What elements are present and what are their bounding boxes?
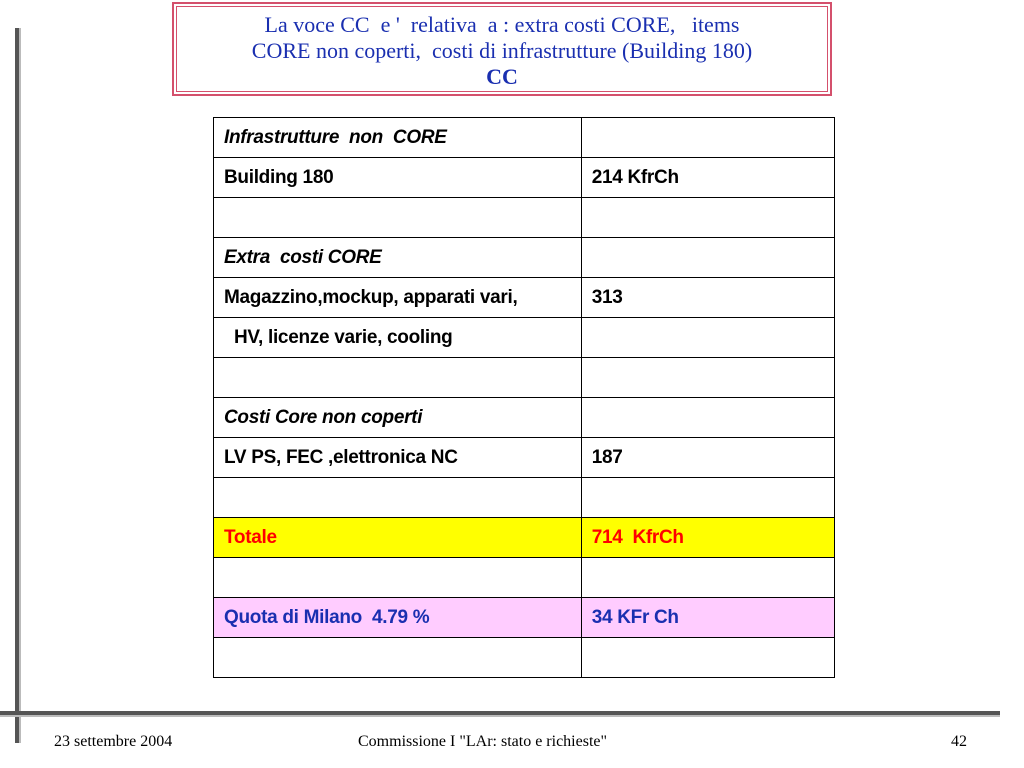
row-label: Extra costi CORE (214, 238, 582, 278)
row-value (581, 358, 834, 398)
row-label: Building 180 (214, 158, 582, 198)
table-row (214, 278, 835, 318)
totale-value: 714 KfrCh (581, 518, 834, 558)
left-vertical-rule (15, 28, 19, 743)
title-line-2: CORE non coperti, costi di infrastrutture (Building 180) (251, 38, 753, 63)
table-row (214, 358, 835, 398)
table-row (214, 398, 835, 438)
title-line-1: La voce CC e ' relativa a : extra costi CORE, items (264, 12, 740, 37)
footer-title: Commissione I "LAr: stato e richieste" (358, 733, 608, 750)
row-value (581, 558, 834, 598)
quota-value: 34 KFr Ch (581, 598, 834, 638)
row-value (581, 398, 834, 438)
quota-row (214, 598, 835, 638)
row-value: 187 (581, 438, 834, 478)
totale-label: Totale (214, 518, 582, 558)
row-label: Costi Core non coperti (214, 398, 582, 438)
row-label: Infrastrutture non CORE (214, 118, 582, 158)
row-label (214, 558, 582, 598)
row-value: 214 KfrCh (581, 158, 834, 198)
row-label (214, 198, 582, 238)
row-value: 313 (581, 278, 834, 318)
row-label: HV, licenze varie, cooling (214, 318, 582, 358)
footer-date: 23 settembre 2004 (54, 733, 173, 750)
page-number: 42 (951, 733, 967, 750)
row-value (581, 318, 834, 358)
table-row (214, 438, 835, 478)
table-row (214, 238, 835, 278)
table-row (214, 558, 835, 598)
row-label: LV PS, FEC ,elettronica NC (214, 438, 582, 478)
row-value (581, 198, 834, 238)
title-line-3: CC (486, 64, 518, 89)
table-row (214, 318, 835, 358)
row-value (581, 238, 834, 278)
cost-table (213, 117, 835, 678)
slide-title-box (172, 2, 832, 96)
row-value (581, 638, 834, 678)
row-value (581, 118, 834, 158)
table-row (214, 118, 835, 158)
totale-row (214, 518, 835, 558)
table-row (214, 478, 835, 518)
row-label (214, 478, 582, 518)
bottom-horizontal-rule (0, 711, 1000, 715)
table-row (214, 158, 835, 198)
table-row (214, 198, 835, 238)
row-label: Magazzino,mockup, apparati vari, (214, 278, 582, 318)
row-label (214, 638, 582, 678)
table-row (214, 638, 835, 678)
quota-label: Quota di Milano 4.79 % (214, 598, 582, 638)
row-label (214, 358, 582, 398)
row-value (581, 478, 834, 518)
